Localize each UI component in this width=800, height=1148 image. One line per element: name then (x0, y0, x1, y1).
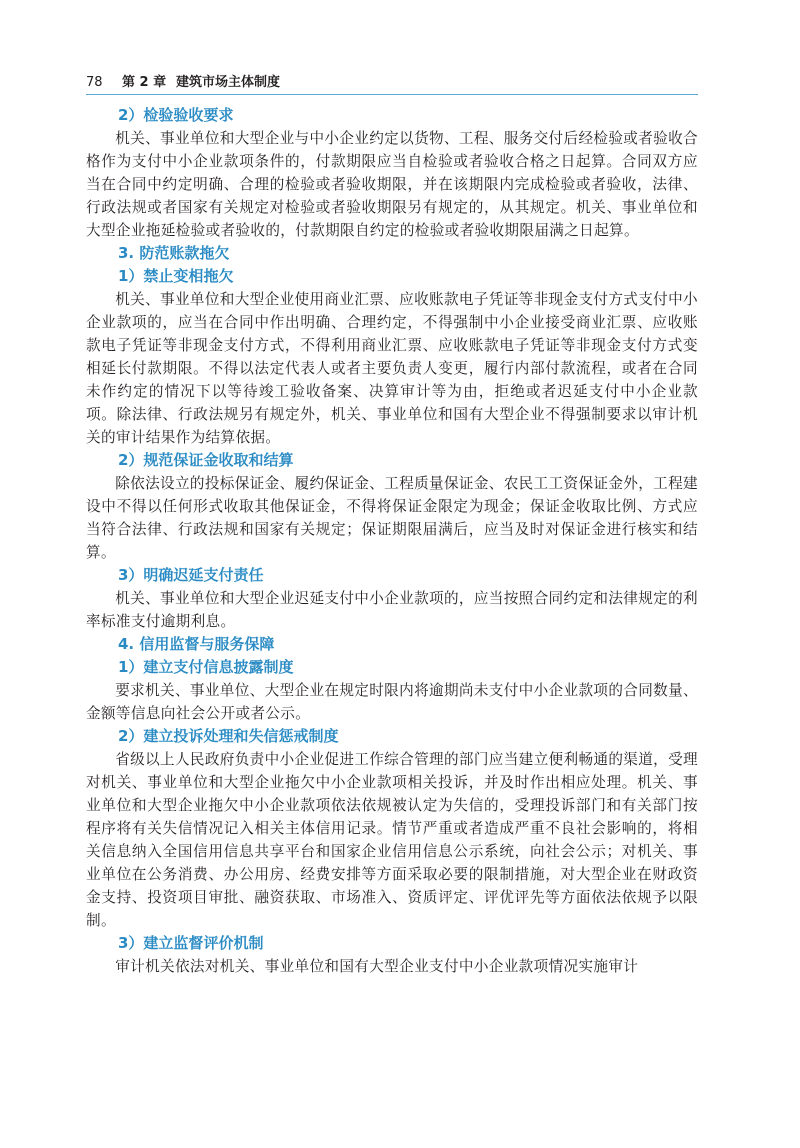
body-paragraph: 要求机关、事业单位、大型企业在规定时限内将逾期尚未支付中小企业款项的合同数量、金额等信息向社会公开或者公示。 (86, 682, 698, 722)
body-paragraph: 机关、事业单位和大型企业使用商业汇票、应收账款电子凭证等非现金支付方式支付中小企业款项的，应当在合同中作出明确、合理约定，不得强制中小企业接受商业汇票、应收账款电子凭证等非现金支付方式，不得利用商业汇票、应收账款电子凭证等非现金支付方式变相延长付款期限。不得以法定代表人或者主要负责人变更，履行内部付款流程，或者在合同未作约定的情况下以等待竣工验收备案、决算审计等为由，拒绝或者迟延支付中小企业款项。除法律、行政法规另有规定外，机关、事业单位和国有大型企业不得强制要求以审计机关的审计结果作为结算依据。 (86, 291, 698, 446)
section-heading: 3. 防范账款拖欠 (118, 244, 230, 262)
header-divider (86, 94, 698, 95)
body-paragraph: 除依法设立的投标保证金、履约保证金、工程质量保证金、农民工工资保证金外，工程建设中不得以任何形式收取其他保证金，不得将保证金限定为现金；保证金收取比例、方式应当符合法律、行政法规和国家有关规定；保证期限届满后，应当及时对保证金进行核实和结算。 (86, 475, 698, 561)
page-body (86, 104, 698, 978)
section-heading: 1）禁止变相拖欠 (118, 267, 234, 285)
chapter-label: 第 2 章 (122, 75, 167, 90)
body-paragraph: 机关、事业单位和大型企业迟延支付中小企业款项的，应当按照合同约定和法律规定的利率标准支付逾期利息。 (86, 590, 698, 630)
section-heading: 3）建立监督评价机制 (118, 934, 264, 952)
body-paragraph: 省级以上人民政府负责中小企业促进工作综合管理的部门应当建立便利畅通的渠道，受理对机关、事业单位和大型企业拖欠中小企业款项相关投诉，并及时作出相应处理。机关、事业单位和大型企业拖欠中小企业款项依法依规被认定为失信的，受理投诉部门和有关部门按程序将有关失信情况记入相关主体信用记录。情节严重或者造成严重不良社会影响的，将相关信息纳入全国信用信息共享平台和国家企业信用信息公示系统，向社会公示；对机关、事业单位在公务消费、办公用房、经费安排等方面采取必要的限制措施，对大型企业在财政资金支持、投资项目审批、融资获取、市场准入、资质评定、评优评先等方面依法依规予以限制。 (86, 751, 698, 929)
page-number: 78 (86, 75, 103, 90)
section-heading: 2）建立投诉处理和失信惩戒制度 (118, 727, 339, 745)
section-heading: 1）建立支付信息披露制度 (118, 658, 294, 676)
section-heading: 4. 信用监督与服务保障 (118, 635, 275, 653)
section-heading: 3）明确迟延支付责任 (118, 566, 264, 584)
body-paragraph: 机关、事业单位和大型企业与中小企业约定以货物、工程、服务交付后经检验或者验收合格作为支付中小企业款项条件的，付款期限应当自检验或者验收合格之日起算。合同双方应当在合同中约定明确、合理的检验或者验收期限，并在该期限内完成检验或者验收，法律、行政法规或者国家有关规定对检验或者验收期限另有规定的，从其规定。机关、事业单位和大型企业拖延检验或者验收的，付款期限自约定的检验或者验收期限届满之日起算。 (86, 130, 698, 239)
body-paragraph: 审计机关依法对机关、事业单位和国有大型企业支付中小企业款项情况实施审计 (115, 958, 639, 975)
section-heading: 2）检验验收要求 (118, 106, 234, 124)
section-heading: 2）规范保证金收取和结算 (118, 451, 294, 469)
chapter-title: 建筑市场主体制度 (176, 75, 281, 90)
page-header (86, 74, 698, 96)
